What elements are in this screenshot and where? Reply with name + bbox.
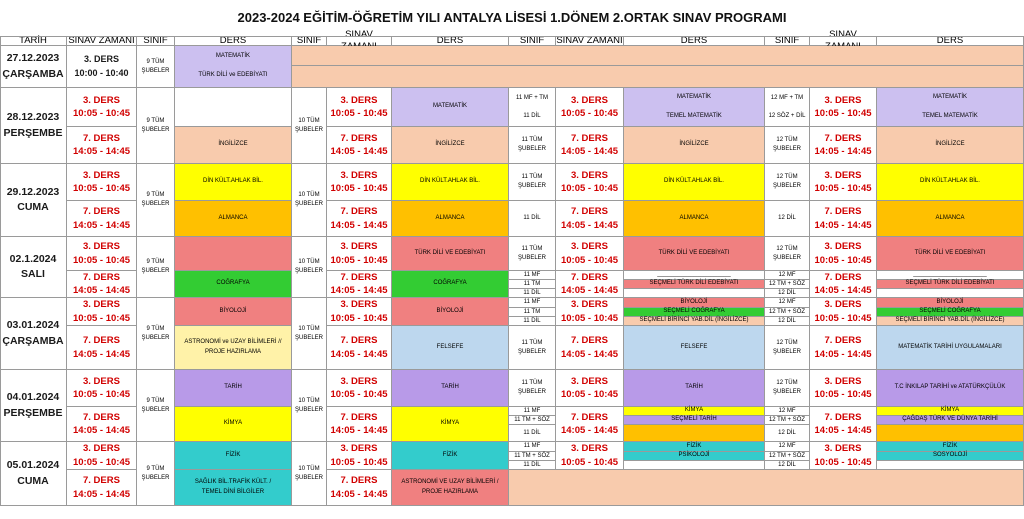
lesson-cell bbox=[509, 470, 1024, 506]
class-group-cell: 11 TÜM ŞUBELER bbox=[509, 164, 556, 201]
lesson-cell bbox=[292, 46, 1024, 66]
exam-time-cell: 3. DERS 10:05 - 10:45 bbox=[556, 237, 624, 271]
class-group-cell: 12 MF bbox=[765, 298, 810, 308]
lesson-cell: DİN KÜLT.AHLAK BİL. bbox=[624, 164, 765, 201]
lesson-cell: İNGİLİZCE bbox=[624, 127, 765, 164]
lesson-cell: KİMYA bbox=[877, 407, 1024, 416]
class-group-cell: 12 MF bbox=[765, 442, 810, 452]
lesson-cell bbox=[877, 461, 1024, 470]
lesson-cell: PSİKOLOJİ bbox=[624, 452, 765, 461]
sheet-title: 2023-2024 EĞİTİM-ÖĞRETİM YILI ANTALYA LİSESİ 1.DÖNEM 2.ORTAK SINAV PROGRAMI bbox=[237, 10, 787, 25]
lesson-cell: İNGİLİZCE bbox=[175, 127, 292, 164]
class-group-cell: 11 TM bbox=[509, 280, 556, 289]
class-group-cell: 12 TÜM ŞUBELER bbox=[765, 127, 810, 164]
lesson-cell: İNGİLİZCE bbox=[877, 127, 1024, 164]
exam-time-cell: 7. DERS 14:05 - 14:45 bbox=[810, 271, 877, 298]
exam-time-cell: 7. DERS 14:05 - 14:45 bbox=[67, 201, 137, 237]
exam-time-cell: 7. DERS 14:05 - 14:45 bbox=[810, 326, 877, 370]
column-header: SINAV bbox=[810, 36, 877, 46]
class-group-cell: 10 TÜM ŞUBELER bbox=[292, 442, 327, 506]
lesson-cell: ASTRONOMİ VE UZAY BİLİMLERİ / PROJE HAZIRLAMA bbox=[392, 470, 509, 506]
class-group-cell: 11 MF bbox=[509, 407, 556, 416]
exam-time-cell: 7. DERS 14:05 - 14:45 bbox=[327, 127, 392, 164]
exam-time-cell: 3. DERS 10:05 - 10:45 bbox=[67, 164, 137, 201]
class-group-cell: 11 DİL bbox=[509, 201, 556, 237]
exam-time-cell: 7. DERS 14:05 - 14:45 bbox=[810, 201, 877, 237]
exam-time-cell: 7. DERS 14:05 - 14:45 bbox=[556, 271, 624, 298]
class-group-cell: 12 TÜM ŞUBELER bbox=[765, 237, 810, 271]
class-group-cell: 11 TÜM ŞUBELER bbox=[509, 326, 556, 370]
class-group-cell: 12 TM + SÖZ bbox=[765, 416, 810, 425]
exam-time-cell: 7. DERS 14:05 - 14:45 bbox=[556, 407, 624, 442]
lesson-cell: SEÇMELİ BİRİNCİ YAB.DİL (İNGİLİZCE) bbox=[877, 317, 1024, 326]
exam-time-cell: 3. DERS 10:05 - 10:45 bbox=[556, 298, 624, 326]
class-group-cell: 12 TM + SÖZ bbox=[765, 280, 810, 289]
lesson-cell: MATEMATİK TEMEL MATEMATİK bbox=[877, 88, 1024, 127]
lesson-cell bbox=[175, 237, 292, 271]
class-group-cell: 12 DİL bbox=[765, 425, 810, 442]
class-group-cell: 9 TÜM ŞUBELER bbox=[137, 237, 175, 298]
exam-time-cell: 3. DERS 10:05 - 10:45 bbox=[810, 298, 877, 326]
exam-time-cell: 7. DERS 14:05 - 14:45 bbox=[67, 127, 137, 164]
exam-date-cell: 29.12.2023 CUMA bbox=[0, 164, 67, 237]
column-header: SINAV ZAMANI bbox=[67, 36, 137, 46]
lesson-cell: ALMANCA bbox=[392, 201, 509, 237]
class-group-cell: 11 MF bbox=[509, 271, 556, 280]
exam-time-cell: 7. DERS 14:05 - 14:45 bbox=[556, 127, 624, 164]
class-group-cell: 12 DİL bbox=[765, 461, 810, 470]
column-header: SINIF bbox=[765, 36, 810, 46]
exam-time-cell: 7. DERS 14:05 - 14:45 bbox=[810, 407, 877, 442]
lesson-cell: SEÇMELİ TÜRK DİLİ EDEBİYATI bbox=[877, 280, 1024, 289]
exam-time-cell: 3. DERS 10:05 - 10:45 bbox=[556, 370, 624, 407]
lesson-cell: ALMANCA bbox=[175, 201, 292, 237]
exam-time-cell: 7. DERS 14:05 - 14:45 bbox=[327, 326, 392, 370]
exam-time-cell: 3. DERS 10:05 - 10:45 bbox=[556, 164, 624, 201]
class-group-cell: 11 TÜM ŞUBELER bbox=[509, 370, 556, 407]
lesson-cell: SEÇMELİ TÜRK DİLİ EDEBİYATI bbox=[624, 280, 765, 289]
exam-time-cell: 3. DERS 10:05 - 10:45 bbox=[556, 88, 624, 127]
class-group-cell: 9 TÜM ŞUBELER bbox=[137, 46, 175, 88]
exam-time-cell: 3. DERS 10:05 - 10:45 bbox=[810, 237, 877, 271]
exam-date-cell: 27.12.2023 ÇARŞAMBA bbox=[0, 46, 67, 88]
class-group-cell: 10 TÜM ŞUBELER bbox=[292, 164, 327, 237]
class-group-cell: 12 MF + TM 12 SÖZ + DİL bbox=[765, 88, 810, 127]
lesson-cell: MATEMATİK TÜRK DİLİ ve EDEBİYATI bbox=[175, 46, 292, 88]
column-header: SINIF bbox=[292, 36, 327, 46]
exam-time-cell: 7. DERS 14:05 - 14:45 bbox=[67, 407, 137, 442]
lesson-cell: TÜRK DİLİ VE EDEBİYATI bbox=[877, 237, 1024, 271]
lesson-cell bbox=[624, 289, 765, 298]
column-header: SINIF bbox=[509, 36, 556, 46]
exam-time-cell: 3. DERS 10:05 - 10:45 bbox=[327, 164, 392, 201]
lesson-cell: MATEMATİK bbox=[392, 88, 509, 127]
lesson-cell: COĞRAFYA bbox=[175, 271, 292, 298]
lesson-cell bbox=[292, 66, 1024, 88]
class-group-cell: 9 TÜM ŞUBELER bbox=[137, 442, 175, 506]
lesson-cell bbox=[624, 425, 765, 442]
lesson-cell bbox=[175, 88, 292, 127]
class-group-cell: 11 MF bbox=[509, 298, 556, 308]
class-group-cell: 9 TÜM ŞUBELER bbox=[137, 370, 175, 442]
lesson-cell bbox=[877, 289, 1024, 298]
exam-time-cell: 7. DERS 14:05 - 14:45 bbox=[810, 127, 877, 164]
class-group-cell: 12 DİL bbox=[765, 317, 810, 326]
exam-date-cell: 04.01.2024 PERŞEMBE bbox=[0, 370, 67, 442]
class-group-cell: 11 DİL bbox=[509, 425, 556, 442]
lesson-cell: KİMYA bbox=[392, 407, 509, 442]
exam-time-cell: 3. DERS 10:05 - 10:45 bbox=[810, 370, 877, 407]
lesson-cell: FİZİK bbox=[175, 442, 292, 470]
class-group-cell: 11 TM bbox=[509, 308, 556, 317]
exam-time-cell: 7. DERS 14:05 - 14:45 bbox=[556, 326, 624, 370]
exam-time-cell: 7. DERS 14:05 - 14:45 bbox=[67, 470, 137, 506]
exam-time-cell: 3. DERS 10:05 - 10:45 bbox=[327, 298, 392, 326]
exam-time-cell: 7. DERS 14:05 - 14:45 bbox=[327, 201, 392, 237]
lesson-cell: FİZİK bbox=[392, 442, 509, 470]
column-header: DERS bbox=[392, 36, 509, 46]
exam-time-cell: 3. DERS 10:05 - 10:45 bbox=[327, 88, 392, 127]
lesson-cell: FELSEFE bbox=[624, 326, 765, 370]
lesson-cell: DİN KÜLT.AHLAK BİL. bbox=[877, 164, 1024, 201]
lesson-cell: MATEMATİK TEMEL MATEMATİK bbox=[624, 88, 765, 127]
lesson-cell: SOSYOLOJİ bbox=[877, 452, 1024, 461]
exam-date-cell: 02.1.2024 SALI bbox=[0, 237, 67, 298]
class-group-cell: 12 TÜM ŞUBELER bbox=[765, 164, 810, 201]
lesson-cell: SAĞLIK BİL.TRAFİK KÜLT. / TEMEL DİNİ BİLGİLER bbox=[175, 470, 292, 506]
exam-time-cell: 3. DERS 10:05 - 10:45 bbox=[810, 442, 877, 470]
lesson-cell: FİZİK bbox=[624, 442, 765, 452]
class-group-cell: 11 TÜM ŞUBELER bbox=[509, 127, 556, 164]
lesson-cell: KİMYA bbox=[624, 407, 765, 416]
lesson-cell: TARİH bbox=[624, 370, 765, 407]
class-group-cell: 10 TÜM ŞUBELER bbox=[292, 88, 327, 164]
class-group-cell: 9 TÜM ŞUBELER bbox=[137, 298, 175, 370]
column-header: SINAV bbox=[327, 36, 392, 46]
lesson-cell: TÜRK DİLİ VE EDEBİYATI bbox=[624, 237, 765, 271]
column-header: SINAV ZAMANI bbox=[556, 34, 623, 46]
lesson-cell: T.C İNKILAP TARİHİ ve ATATÜRKÇÜLÜK bbox=[877, 370, 1024, 407]
lesson-cell: FİZİK bbox=[877, 442, 1024, 452]
lesson-cell: SEÇMELİ BİRİNCİ YAB.DİL (İNGİLİZCE) bbox=[624, 317, 765, 326]
column-header: DERS bbox=[175, 36, 292, 46]
class-group-cell: 12 MF bbox=[765, 407, 810, 416]
exam-time-cell: 3. DERS 10:05 - 10:45 bbox=[67, 298, 137, 326]
exam-time-cell: 3. DERS 10:05 - 10:45 bbox=[327, 370, 392, 407]
exam-date-cell: 28.12.2023 PERŞEMBE bbox=[0, 88, 67, 164]
class-group-cell: 11 MF bbox=[509, 442, 556, 452]
class-group-cell: 12 TÜM ŞUBELER bbox=[765, 326, 810, 370]
lesson-cell: COĞRAFYA bbox=[392, 271, 509, 298]
class-group-cell: 11 DİL bbox=[509, 289, 556, 298]
exam-time-cell: 7. DERS 14:05 - 14:45 bbox=[556, 201, 624, 237]
column-header: DERS bbox=[877, 36, 1024, 46]
exam-time-cell: 3. DERS 10:05 - 10:45 bbox=[810, 88, 877, 127]
exam-time-cell: 3. DERS 10:05 - 10:45 bbox=[67, 237, 137, 271]
lesson-cell: TÜRK DİLİ VE EDEBİYATI bbox=[392, 237, 509, 271]
lesson-cell: ALMANCA bbox=[624, 201, 765, 237]
lesson-cell: İNGİLİZCE bbox=[392, 127, 509, 164]
lesson-cell: ÇAĞDAŞ TÜRK VE DÜNYA TARİHİ bbox=[877, 416, 1024, 425]
class-group-cell: 11 DİL bbox=[509, 461, 556, 470]
exam-time-cell: 7. DERS 14:05 - 14:45 bbox=[67, 326, 137, 370]
exam-time-cell: 3. DERS 10:05 - 10:45 bbox=[327, 442, 392, 470]
lesson-cell: ______________________ bbox=[877, 271, 1024, 280]
class-group-cell: 11 TM + SÖZ bbox=[509, 452, 556, 461]
lesson-cell: KİMYA bbox=[175, 407, 292, 442]
lesson-cell: SEÇMELİ COĞRAFYA bbox=[877, 308, 1024, 317]
exam-time-cell: 7. DERS 14:05 - 14:45 bbox=[327, 470, 392, 506]
column-header: DERS bbox=[624, 36, 765, 46]
exam-date-cell: 03.01.2024 ÇARŞAMBA bbox=[0, 298, 67, 370]
class-group-cell: 11 MF + TM 11 DİL bbox=[509, 88, 556, 127]
exam-time-cell: 3. DERS 10:05 - 10:45 bbox=[67, 370, 137, 407]
exam-time-cell: 3. DERS 10:00 - 10:40 bbox=[67, 46, 137, 88]
exam-date-cell: 05.01.2024 CUMA bbox=[0, 442, 67, 506]
lesson-cell: BİYOLOJİ bbox=[175, 298, 292, 326]
exam-time-cell: 7. DERS 14:05 - 14:45 bbox=[327, 407, 392, 442]
lesson-cell: DİN KÜLT.AHLAK BİL. bbox=[392, 164, 509, 201]
class-group-cell: 12 TÜM ŞUBELER bbox=[765, 370, 810, 407]
exam-time-cell: 3. DERS 10:05 - 10:45 bbox=[810, 164, 877, 201]
lesson-cell: TARİH bbox=[392, 370, 509, 407]
lesson-cell: FELSEFE bbox=[392, 326, 509, 370]
exam-time-cell: 7. DERS 14:05 - 14:45 bbox=[67, 271, 137, 298]
lesson-cell: TARİH bbox=[175, 370, 292, 407]
class-group-cell: 11 TÜM ŞUBELER bbox=[509, 237, 556, 271]
class-group-cell: 12 DİL bbox=[765, 201, 810, 237]
exam-time-cell: 3. DERS 10:05 - 10:45 bbox=[67, 442, 137, 470]
class-group-cell: 10 TÜM ŞUBELER bbox=[292, 370, 327, 442]
lesson-cell: MATEMATİK TARİHİ UYGULAMALARI bbox=[877, 326, 1024, 370]
class-group-cell: 12 TM + SÖZ bbox=[765, 308, 810, 317]
class-group-cell: 12 TM + SÖZ bbox=[765, 452, 810, 461]
lesson-cell bbox=[877, 425, 1024, 442]
lesson-cell: SEÇMELİ COĞRAFYA bbox=[624, 308, 765, 317]
class-group-cell: 12 DİL bbox=[765, 289, 810, 298]
exam-time-cell: 7. DERS 14:05 - 14:45 bbox=[327, 271, 392, 298]
lesson-cell: DİN KÜLT.AHLAK BİL. bbox=[175, 164, 292, 201]
lesson-cell: ASTRONOMİ ve UZAY BİLİMLERİ // PROJE HAZIRLAMA bbox=[175, 326, 292, 370]
exam-time-cell: 3. DERS 10:05 - 10:45 bbox=[327, 237, 392, 271]
column-header: TARİH bbox=[0, 36, 67, 46]
lesson-cell: BİYOLOJİ bbox=[624, 298, 765, 308]
lesson-cell: BİYOLOJİ bbox=[877, 298, 1024, 308]
class-group-cell: 11 DİL bbox=[509, 317, 556, 326]
lesson-cell: BİYOLOJİ bbox=[392, 298, 509, 326]
exam-time-cell: 3. DERS 10:05 - 10:45 bbox=[67, 88, 137, 127]
class-group-cell: 9 TÜM ŞUBELER bbox=[137, 164, 175, 237]
column-header: SINIF bbox=[137, 36, 175, 46]
class-group-cell: 9 TÜM ŞUBELER bbox=[137, 88, 175, 164]
lesson-cell bbox=[624, 461, 765, 470]
class-group-cell: 10 TÜM ŞUBELER bbox=[292, 298, 327, 370]
class-group-cell: 12 MF bbox=[765, 271, 810, 280]
lesson-cell: ______________________ bbox=[624, 271, 765, 280]
class-group-cell: 11 TM + SÖZ bbox=[509, 416, 556, 425]
lesson-cell: ALMANCA bbox=[877, 201, 1024, 237]
lesson-cell: SEÇMELİ TARİH bbox=[624, 416, 765, 425]
class-group-cell: 10 TÜM ŞUBELER bbox=[292, 237, 327, 298]
exam-time-cell: 3. DERS 10:05 - 10:45 bbox=[556, 442, 624, 470]
